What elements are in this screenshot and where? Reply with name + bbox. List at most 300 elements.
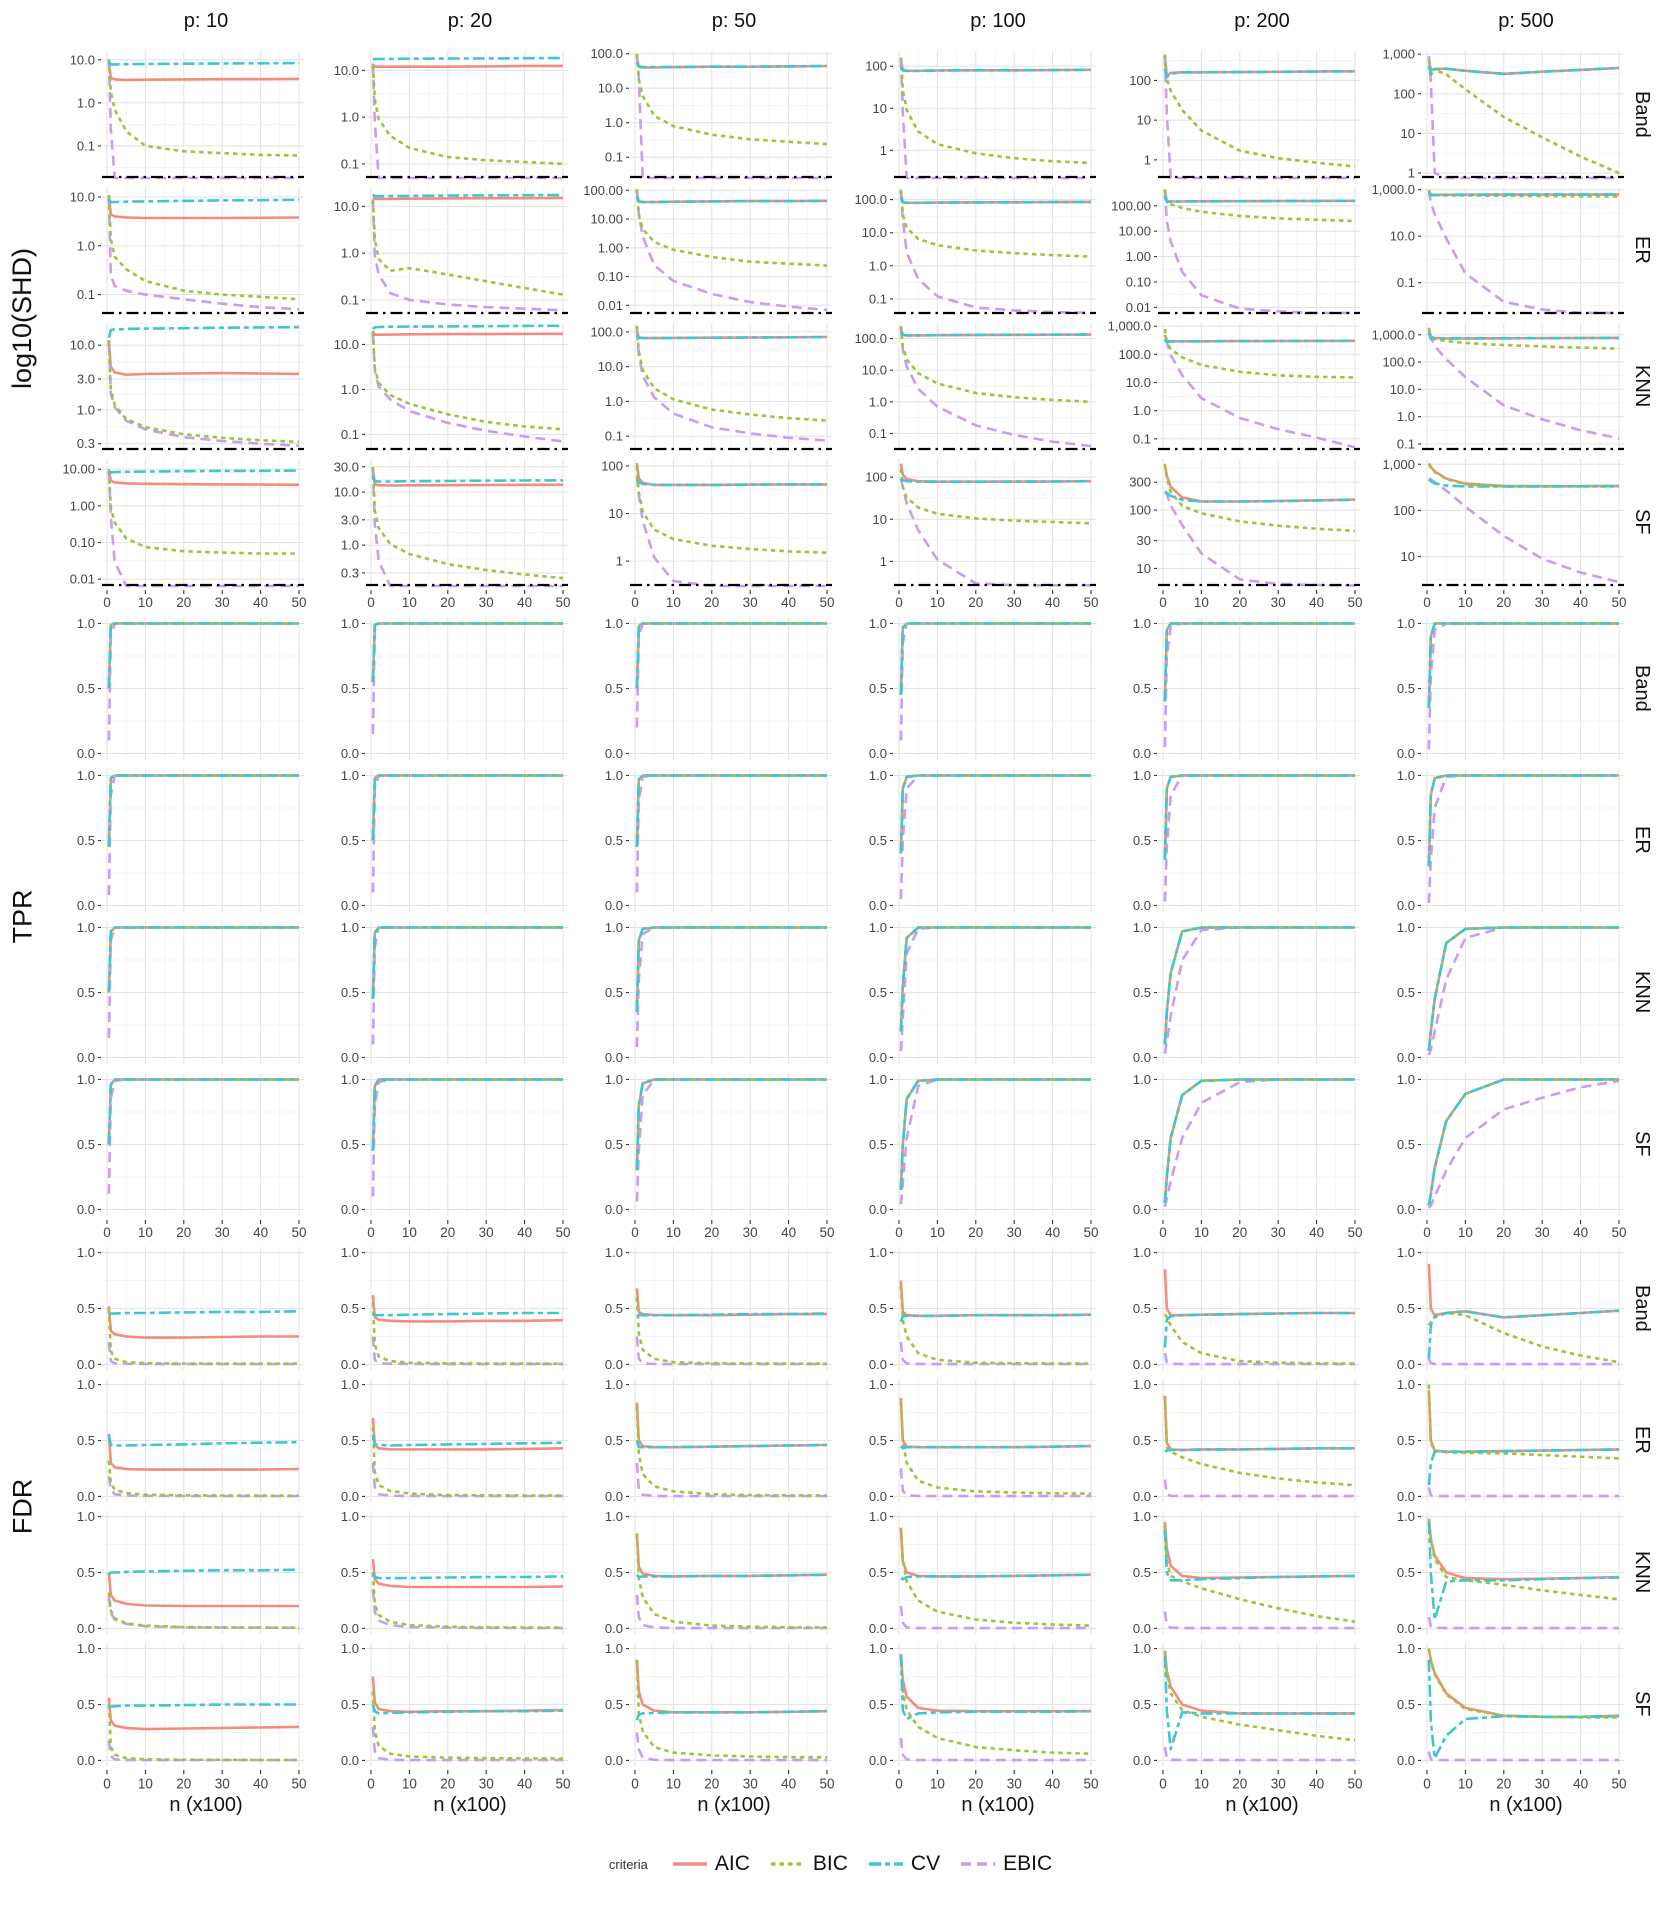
series-line-aic [901,192,1091,203]
x-axis-cell [838,1770,1102,1794]
legend-entry-ebic [960,1852,1052,1876]
svg-text:20: 20 [440,1225,456,1240]
svg-text:1.0: 1.0 [1396,1641,1415,1657]
facet-strip-text: SF [1631,1691,1653,1717]
series-line-cv [373,1705,563,1714]
svg-text:1.0: 1.0 [604,1641,623,1657]
x-axis-title: n (x100) [1225,1794,1299,1816]
svg-text:10.0: 10.0 [861,362,887,378]
svg-text:50: 50 [555,1774,571,1792]
svg-text:0.0: 0.0 [1132,1488,1151,1504]
panel-plot [1102,1374,1366,1506]
panel-plot [1102,1638,1366,1770]
x-axis-title: n (x100) [169,1794,243,1816]
svg-text:40: 40 [1309,1774,1325,1792]
svg-text:1: 1 [1143,152,1151,168]
svg-text:0.1: 0.1 [340,426,359,442]
x-axis [838,590,1102,612]
svg-text:1.0: 1.0 [1396,1509,1415,1525]
svg-text:10.0: 10.0 [1389,381,1415,397]
series-line-ebic [373,1337,563,1365]
series-line-aic [109,776,299,848]
x-axis-title: n (x100) [1489,1794,1563,1816]
panel-TPR-KNN-50 [574,916,838,1068]
svg-text:40: 40 [1309,595,1325,610]
series-line-bic [637,466,827,553]
series-line-bic [637,1297,827,1363]
series-line-bic [1429,1519,1619,1600]
series-line-bic [637,928,827,1013]
svg-text:0.0: 0.0 [1132,746,1151,761]
panel-plot [574,318,838,454]
svg-text:0.0: 0.0 [1396,1488,1415,1504]
svg-text:0: 0 [631,1774,639,1792]
panel-plot [838,1506,1102,1638]
panel-plot [1102,1242,1366,1374]
panel-plot [310,764,574,916]
svg-text:1.0: 1.0 [868,258,887,274]
panel-plot [1366,318,1630,454]
series-line-cv [1429,1660,1619,1758]
panel-plot [574,916,838,1068]
svg-text:0.0: 0.0 [1132,1050,1151,1065]
series-line-bic [1429,776,1619,867]
svg-text:10: 10 [137,595,153,610]
series-line-ebic [373,1463,563,1496]
svg-text:0.5: 0.5 [340,681,359,696]
svg-text:1.0: 1.0 [1396,616,1415,631]
series-line-cv [637,928,827,1013]
svg-text:30: 30 [1270,1225,1286,1240]
series-line-aic [373,1080,563,1152]
series-line-bic [1165,189,1355,221]
svg-text:100.0: 100.0 [1382,354,1415,370]
series-line-ebic [637,477,827,587]
svg-text:30: 30 [214,595,230,610]
panel-logSHD-KNN-100 [838,318,1102,454]
series-line-ebic [373,200,563,311]
svg-text:1.0: 1.0 [76,1641,95,1657]
series-line-bic [373,1427,563,1496]
series-line-ebic [373,64,563,178]
svg-text:1.0: 1.0 [868,1072,887,1087]
panel-FDR-ER-500 [1366,1374,1630,1506]
series-line-ebic [109,60,299,178]
header-strip-corner [1630,10,1661,46]
panel-plot [838,318,1102,454]
panel-plot [310,1242,574,1374]
series-line-ebic [637,1463,827,1496]
series-line-cv [1165,1313,1355,1348]
facet-strip-text: ER [1631,236,1653,264]
series-line-aic [637,928,827,1013]
series-line-ebic [1165,1747,1355,1760]
panel-TPR-KNN-100 [838,916,1102,1068]
svg-text:0: 0 [1423,595,1431,610]
svg-text:10.0: 10.0 [861,225,887,241]
panel-plot [838,454,1102,590]
svg-text:1.0: 1.0 [76,768,95,783]
svg-text:10: 10 [137,1225,153,1240]
x-axis [838,1220,1102,1242]
svg-text:10: 10 [1400,549,1415,565]
series-line-ebic [373,332,563,442]
series-line-aic [901,1281,1091,1316]
facet-strip-text: SF [1631,509,1653,535]
svg-text:40: 40 [253,595,269,610]
series-line-aic [373,468,563,485]
svg-text:20: 20 [440,1774,456,1792]
facet-strip-text: KNN [1631,364,1653,408]
panel-plot [46,454,310,590]
svg-text:50: 50 [1347,1225,1363,1240]
column-title-500: p: 500 [1498,10,1554,32]
series-line-bic [901,1080,1091,1191]
series-line-ebic [901,1738,1091,1760]
svg-text:1,000.0: 1,000.0 [1107,318,1151,334]
svg-text:0.5: 0.5 [1132,1301,1151,1316]
x-axis-title: n (x100) [961,1794,1035,1816]
svg-text:0.0: 0.0 [868,1488,887,1504]
svg-text:20: 20 [704,1774,720,1792]
panel-TPR-Band-10 [46,612,310,764]
svg-text:20: 20 [1232,1774,1248,1792]
column-title-100: p: 100 [970,10,1026,32]
series-line-ebic [109,776,299,896]
series-line-cv [1429,1311,1619,1359]
svg-text:40: 40 [1573,1225,1589,1240]
svg-text:10: 10 [401,1774,417,1792]
panel-plot [310,318,574,454]
series-line-aic [901,624,1091,696]
svg-text:50: 50 [819,1774,835,1792]
panel-FDR-ER-20 [310,1374,574,1506]
series-line-bic [637,1533,827,1627]
x-axis-cell [1366,1770,1630,1794]
panel-plot [1366,916,1630,1068]
svg-text:1.0: 1.0 [1396,1377,1415,1393]
svg-text:20: 20 [968,595,984,610]
svg-text:0.5: 0.5 [1396,1137,1415,1152]
x-axis-cell [46,1770,310,1794]
svg-text:40: 40 [781,595,797,610]
series-line-bic [1165,464,1355,531]
panel-plot [310,1506,574,1638]
series-line-cv [901,928,1091,1032]
series-line-cv [373,1080,563,1152]
x-axis-cell [1102,1770,1366,1794]
svg-text:1.00: 1.00 [69,498,95,514]
panel-plot [1102,916,1366,1068]
panel-plot [310,454,574,590]
panel-plot [1366,454,1630,590]
svg-text:0.0: 0.0 [340,1488,359,1504]
svg-text:0.1: 0.1 [868,291,887,307]
svg-text:0.5: 0.5 [604,1697,623,1712]
svg-text:0.0: 0.0 [1396,898,1415,913]
svg-text:40: 40 [781,1225,797,1240]
svg-text:0.5: 0.5 [340,1433,359,1448]
svg-text:50: 50 [291,1774,307,1792]
x-axis-title: n (x100) [433,1794,507,1816]
legend-label: AIC [714,1852,750,1875]
svg-text:0.0: 0.0 [604,1620,623,1636]
panel-plot [1102,46,1366,182]
facet-strip-text: KNN [1631,970,1653,1014]
panel-TPR-Band-500 [1366,612,1630,764]
series-line-ebic [373,470,563,586]
svg-text:1.0: 1.0 [340,109,359,125]
series-line-aic [901,59,1091,71]
series-line-ebic [109,199,299,309]
svg-text:0.0: 0.0 [340,1752,359,1768]
series-line-aic [1429,1519,1619,1579]
svg-text:0.10: 0.10 [597,269,623,285]
column-title-200: p: 200 [1234,10,1290,32]
svg-text:10: 10 [929,595,945,610]
x-axis-cell [310,1770,574,1794]
series-line-bic [901,1654,1091,1754]
svg-text:1.0: 1.0 [1132,1072,1151,1087]
series-line-bic [1165,928,1355,1045]
series-line-ebic [1429,1752,1619,1761]
panel-FDR-KNN-200 [1102,1506,1366,1638]
svg-text:20: 20 [440,595,456,610]
svg-text:100: 100 [1393,86,1415,102]
svg-text:0.0: 0.0 [1396,1356,1415,1372]
svg-text:50: 50 [1611,1225,1627,1240]
panel-FDR-KNN-50 [574,1506,838,1638]
series-line-bic [1429,928,1619,1052]
svg-text:0.5: 0.5 [868,681,887,696]
series-line-cv [109,1311,299,1314]
svg-text:1.0: 1.0 [76,1072,95,1087]
svg-text:30: 30 [478,1225,494,1240]
series-line-bic [373,1691,563,1758]
series-line-ebic [1165,1612,1355,1629]
series-line-ebic [109,1342,299,1364]
svg-text:0.5: 0.5 [76,1697,95,1712]
series-line-ebic [1165,928,1355,1054]
series-line-ebic [109,928,299,1039]
svg-text:0: 0 [103,1774,111,1792]
panel-plot [574,612,838,764]
series-line-cv [1165,1080,1355,1204]
series-line-ebic [901,479,1091,585]
facet-grid [0,10,1661,1890]
svg-text:0.0: 0.0 [868,1620,887,1636]
svg-text:0.0: 0.0 [604,1488,623,1504]
x-axis-cell [1366,590,1630,612]
series-line-aic [901,1528,1091,1577]
series-line-ebic [1429,1488,1619,1497]
series-line-bic [373,624,563,683]
x-axis [574,590,838,612]
series-line-cv [1429,1080,1619,1206]
svg-text:0.1: 0.1 [604,149,623,165]
panel-plot [1366,46,1630,182]
panel-TPR-Band-200 [1102,612,1366,764]
svg-text:1.0: 1.0 [340,1641,359,1657]
svg-text:0: 0 [895,595,903,610]
panel-TPR-KNN-10 [46,916,310,1068]
svg-text:0.1: 0.1 [604,428,623,444]
series-line-aic [901,928,1091,1032]
facet-strip-sf [1630,454,1661,590]
svg-text:20: 20 [1496,1225,1512,1240]
panel-FDR-Band-10 [46,1242,310,1374]
svg-text:50: 50 [291,595,307,610]
svg-text:1.0: 1.0 [340,768,359,783]
panel-plot [46,182,310,318]
series-line-ebic [1165,340,1355,447]
svg-text:0.0: 0.0 [604,898,623,913]
series-line-aic [109,1698,299,1729]
svg-text:1: 1 [879,553,887,569]
panel-TPR-KNN-500 [1366,916,1630,1068]
svg-text:0.5: 0.5 [1396,1433,1415,1448]
panel-plot [310,916,574,1068]
x-axis [46,1220,310,1242]
panel-logSHD-Band-500 [1366,46,1630,182]
svg-text:10: 10 [1400,125,1415,141]
series-line-cv [109,776,299,848]
svg-text:0.5: 0.5 [1396,1301,1415,1316]
svg-text:0.5: 0.5 [604,985,623,1000]
series-line-bic [373,1303,563,1364]
svg-text:50: 50 [1083,595,1099,610]
svg-text:0.0: 0.0 [76,898,95,913]
svg-text:20: 20 [176,1225,192,1240]
svg-text:0.1: 0.1 [340,292,359,308]
series-line-bic [373,65,563,164]
series-line-ebic [637,624,827,728]
series-line-aic [1429,1080,1619,1206]
series-line-aic [109,195,299,218]
series-line-bic [637,1660,827,1758]
series-line-ebic [1165,1480,1355,1497]
svg-text:1,000: 1,000 [1382,456,1415,472]
svg-text:10.0: 10.0 [597,80,623,96]
panel-plot [838,612,1102,764]
svg-text:40: 40 [1573,595,1589,610]
series-line-aic [1429,624,1619,709]
svg-text:100: 100 [865,58,887,74]
svg-text:0.1: 0.1 [76,287,95,303]
svg-text:0.5: 0.5 [1132,1137,1151,1152]
panel-FDR-KNN-500 [1366,1506,1630,1638]
svg-text:20: 20 [176,595,192,610]
panel-plot [310,46,574,182]
panel-plot [46,764,310,916]
legend-entry-bic [770,1852,848,1876]
svg-text:0: 0 [1423,1225,1431,1240]
series-line-cv [109,199,299,202]
panel-logSHD-SF-100 [838,454,1102,590]
series-line-cv [373,195,563,197]
svg-text:10: 10 [1136,560,1151,576]
svg-text:1.0: 1.0 [1396,920,1415,935]
svg-text:1: 1 [879,142,887,158]
panel-plot [310,1638,574,1770]
legend-label: EBIC [1003,1852,1053,1875]
series-line-ebic [109,624,299,741]
svg-text:0.0: 0.0 [1396,1202,1415,1217]
svg-text:10: 10 [401,595,417,610]
svg-text:0.5: 0.5 [1396,833,1415,848]
svg-text:0.0: 0.0 [340,746,359,761]
svg-text:0.01: 0.01 [1125,299,1151,315]
series-line-aic [373,928,563,1000]
svg-text:1.0: 1.0 [340,1072,359,1087]
panel-plot [1102,182,1366,318]
svg-text:0.10: 0.10 [69,535,95,551]
svg-text:30: 30 [1006,1774,1022,1792]
svg-text:0: 0 [895,1774,903,1792]
svg-text:1.0: 1.0 [340,1377,359,1393]
svg-text:1.0: 1.0 [604,1377,623,1393]
series-line-aic [637,1288,827,1315]
legend-key-aic-line [672,1856,708,1872]
series-line-aic [1165,1396,1355,1450]
panel-FDR-SF-500 [1366,1638,1630,1770]
svg-text:1,000.0: 1,000.0 [1371,327,1415,343]
panel-logSHD-KNN-10 [46,318,310,454]
svg-text:0.3: 0.3 [340,565,359,581]
svg-text:0.0: 0.0 [1132,1752,1151,1768]
series-line-bic [1165,329,1355,378]
svg-text:10: 10 [929,1774,945,1792]
svg-text:100.0: 100.0 [590,324,623,340]
panel-TPR-ER-10 [46,764,310,916]
panel-logSHD-Band-50 [574,46,838,182]
svg-text:0.3: 0.3 [76,436,95,452]
series-line-aic [901,1080,1091,1191]
column-title-20: p: 20 [447,10,493,32]
svg-text:10.0: 10.0 [333,198,359,214]
svg-text:30: 30 [1534,1774,1550,1792]
panel-plot [46,1638,310,1770]
svg-text:0: 0 [367,1225,375,1240]
panel-plot [46,46,310,182]
svg-text:0: 0 [103,1225,111,1240]
panel-plot [1102,318,1366,454]
svg-text:10.0: 10.0 [69,189,95,205]
x-axis [838,1770,1102,1794]
svg-text:0: 0 [1159,1225,1167,1240]
svg-text:30: 30 [742,595,758,610]
x-axis [574,1220,838,1242]
panel-logSHD-Band-200 [1102,46,1366,182]
series-line-aic [373,1559,563,1587]
series-line-aic [1165,624,1355,702]
svg-text:0.1: 0.1 [340,156,359,172]
facet-strip-text: SF [1631,1131,1653,1157]
series-line-cv [109,327,299,338]
svg-text:10.0: 10.0 [333,336,359,352]
svg-text:0: 0 [367,595,375,610]
svg-text:0.5: 0.5 [1396,985,1415,1000]
svg-text:0.0: 0.0 [76,1356,95,1372]
series-line-aic [901,1398,1091,1447]
x-axis [1366,1220,1630,1242]
panel-logSHD-KNN-20 [310,318,574,454]
svg-text:1.0: 1.0 [76,402,95,418]
panel-TPR-ER-20 [310,764,574,916]
svg-text:0.5: 0.5 [76,985,95,1000]
series-line-bic [1165,1526,1355,1622]
panel-TPR-SF-50 [574,1068,838,1220]
